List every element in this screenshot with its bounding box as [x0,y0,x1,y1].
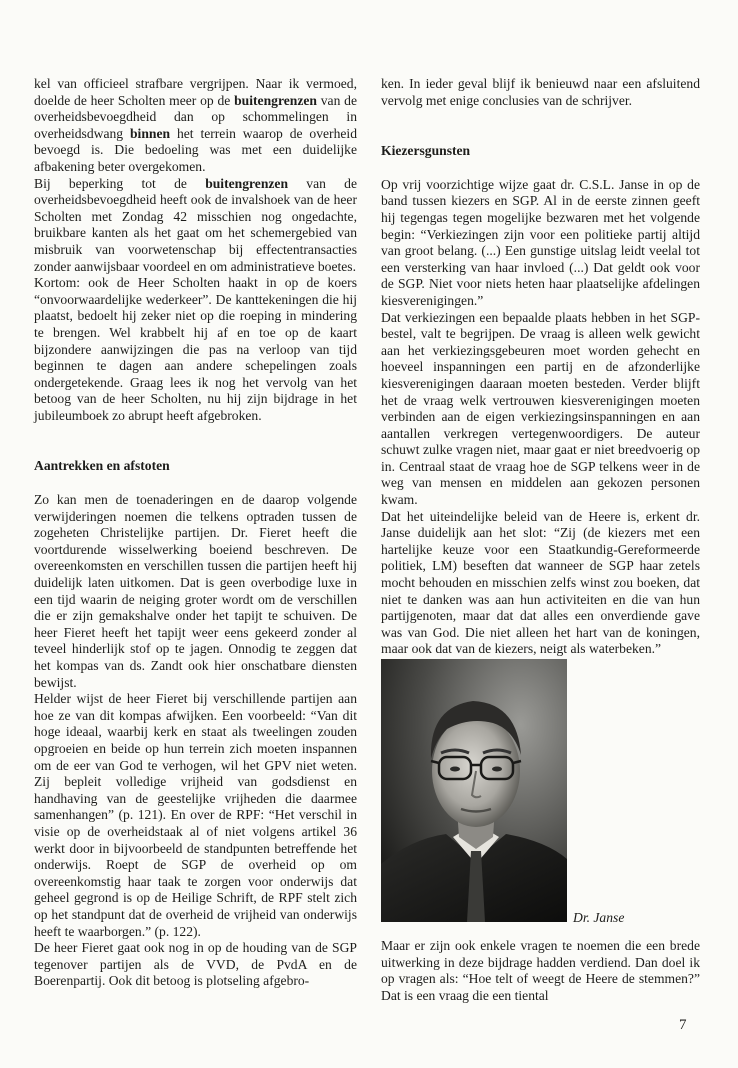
left-column [34,76,357,990]
paragraph: De heer Fieret gaat ook nog in op de houding van de SGP tegenover partijen als de VVD, de PvdA en de Boerenpartij. Ook dit betoog is plotseling afgebro- [34,940,357,989]
section-heading: Kiezersgunsten [381,143,471,159]
paragraph: Kortom: ook de Heer Scholten haakt in op de koers “onvoorwaardelijke wederkeer”. De kanttekeningen die hij plaatst, bedoelt hij zeker niet op die roeping in mindering te brengen. Wel krabbelt hij af en toe op de kaart bijzondere aanwijzingen die pas na verloop van tijd beginnen te dagen aan andere schepelingen zoals ondergetekende. Graag lees ik nog het vervolg van het betoog van de heer Scholten, nu hij zijn bijdrage in het jubileumboek zo abrupt heeft afgebroken. [34,275,357,423]
portrait-image [381,659,567,922]
right-column-continued [381,938,700,1004]
paragraph: kel van officieel strafbare vergrijpen. Naar ik vermoed, doelde de heer Scholten meer op de buitengrenzen van de overheidsbevoegdheid dan op schommelingen in overheidsdwang binnen het terrein waarop de overheid bevoegd is. Die bedoeling was met een duidelijke afbakening beter overgekomen. [34,76,357,174]
right-column [381,76,700,658]
paragraph: Bij beperking tot de buitengrenzen van de overheidsbevoegdheid heeft ook de invalshoek van de heer Scholten met Zondag 42 misschien nog ongedachte, bruikbare kanten als het gaat om het schemergebied van misbruik van voorwetenschap bij effectentransacties zonder aanwijsbaar voordeel en om administratieve boetes. [34,175,357,274]
paragraph: Zo kan men de toenaderingen en de daarop volgende verwijderingen noemen die telkens optraden tussen de zogeheten Christelijke partijen. Dr. Fieret heeft die voortdurende wisselwerking boeiend beschreven. De overeenkomsten en verschillen tussen die partijen heeft hij duidelijk laten uitkomen. Dat is geen overbodige luxe in een tijd waarin de neiging groter wordt om de verschillen die er zijn gemakshalve onder het tapijt te schuiven. De heer Fieret heeft het tapijt weer eens gekeerd zonder al teveel hinderlijk stof op te jagen. Onnodig te zeggen dat het kompas van ds. Zandt ook hier onschatbare diensten bewijst. [34,492,357,690]
paragraph: Maar er zijn ook enkele vragen te noemen die een brede uitwerking in deze bijdrage hadden verdiend. Dan doel ik op vragen als: “Hoe telt of weegt de Heere de stemmen?” Dat is een vraag die een tiental [381,938,700,1003]
page-number: 7 [679,1017,687,1033]
section-heading: Aantrekken en afstoten [34,458,170,474]
paragraph: ken. In ieder geval blijf ik benieuwd naar een afsluitend vervolg met enige conclusies van de schrijver. [381,76,700,108]
portrait-photo [381,659,567,922]
paragraph: Dat verkiezingen een bepaalde plaats hebben in het SGP-bestel, valt te begrijpen. De vraag is alleen welk gewicht aan het verkiezingsgebeuren moet worden gehecht en hoeveel inspanningen een partij en de afzonderlijke kiesverenigingen daaraan moeten besteden. Verder blijft het de vraag welk vertrouwen kiesverenigingen moeten verbinden aan de eigen verkiezingsinspanningen en aan aantallen verkregen vertegenwoordigers. De auteur schuwt zulke vragen niet, maar gaat er niet breedvoerig op in. Centraal staat de vraag hoe de SGP telkens weer in de weg van mensen en middelen aan gekozen personen kwam. [381,309,700,508]
paragraph: Helder wijst de heer Fieret bij verschillende partijen aan hoe ze van dit kompas afwijken. Een voorbeeld: “Van dit hoge ideaal, waarbij kerk en staat als tweelingen zouden opgroeien en beide op hun terrein zich moeten inspannen om de eer van God te verhogen, wil het GPV niet weten. Zij bepleit volledige vrijheid van godsdienst en handhaving van de geestelijke vrijheden die daarmee samenhangen” (p. 121). En over de RPF: “Het verschil in visie op de overheidstaak al of niet volgens artikel 36 werkt door in bijvoorbeeld de standpunten betreffende het onderwijs. Roept de SGP de overheid op om overeenkomstig haar taak te zorgen voor onderwijs dat geheel gegrond is op de Heilige Schrift, de RPF stelt zich op het standpunt dat de overheid de vrijheid van onderwijs heeft te waarborgen.” (p. 122). [34,691,357,939]
paragraph: Dat het uiteindelijke beleid van de Heere is, erkent dr. Janse duidelijk aan het slot: “Zij (de kiezers met een hartelijke keuze voor een Staatkundig-Gereformeerde politiek, LM) beseften dat wanneer de SGP haar zetels mocht behouden en misschien zelfs winst zou boeken, dat niet te danken was aan hun activiteiten en die van hun partijgenoten, maar dat dat alles een onverdiende gave was van God. Die niet alleen het hart van de koningen, maar ook dat van de kiezers, neigt als waterbeken.” [381,508,700,657]
paragraph: Op vrij voorzichtige wijze gaat dr. C.S.L. Janse in op de band tussen kiezers en SGP. Al in de eerste zinnen geeft hij tegengas tegen mogelijke bezwaren met het volgende begin: “Verkiezingen zijn voor een politieke partij altijd van groot belang. (...) Een gunstige uitslag leidt veelal tot een versterking van haar invloed (...) Dat geldt ook voor de SGP. Niet voor niets heten haar plaatselijke afdelingen kiesverenigingen.” [381,176,700,308]
photo-caption: Dr. Janse [573,910,625,925]
